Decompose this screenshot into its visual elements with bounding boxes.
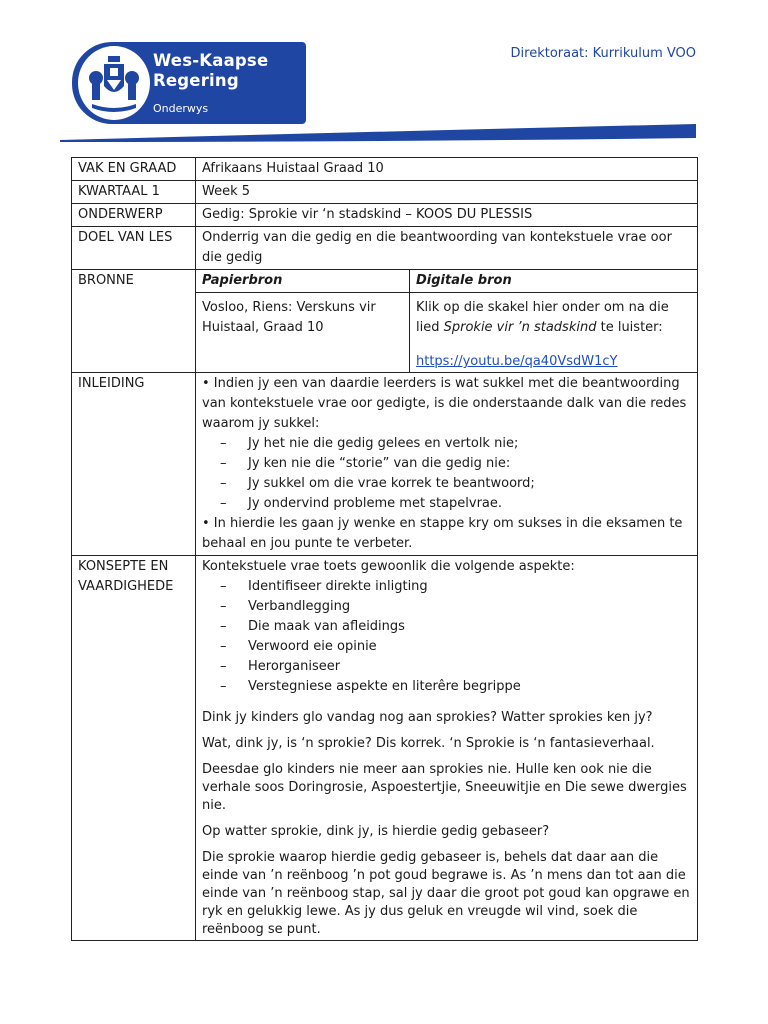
table-row (72, 158, 698, 181)
list-item: – Identifiseer direkte inligting (220, 577, 692, 597)
inleiding-outro: • In hierdie les gaan jy wenke en stappe kry om sukses in die eksamen te behaal en jou punte te verbeter. (202, 516, 683, 551)
row-label-kwartaal: KWARTAAL 1 (72, 181, 196, 204)
paragraph: Die sprokie waarop hierdie gedig gebaseer is, behels dat daar aan die einde van ’n reënboog ’n pot goud begrawe is. As ’n mens dan tot aan die einde van ’n reënboog stap, sal jy daar die groot pot goud kan opgrawe en ryk en gelukkig lewe. As jy dus geluk en vreugde wil vind, soek die reënboog se punt. (202, 850, 690, 937)
inleiding-intro: • Indien jy een van daardie leerders is wat sukkel met die beantwoording van kontekstuele vrae oor gedigte, is die onderstaande dalk van die redes waarom jy sukkel: (202, 376, 687, 431)
row-label-konsepte: KONSEPTE EN VAARDIGHEDE (72, 556, 196, 941)
page-header (0, 0, 768, 150)
row-label-bronne: BRONNE (72, 270, 196, 373)
row-label-vak: VAK EN GRAAD (72, 158, 196, 181)
list-item: – Jy ondervind probleme met stapelvrae. (220, 494, 692, 514)
paragraph: Deesdae glo kinders nie meer aan sprokies nie. Hulle ken ook nie die verhale soos Doringrosie, Aspoestertjie, Sneeuwitjie en Die sewe dwergies nie. (202, 762, 687, 813)
konsepte-list (202, 577, 692, 697)
row-label-inleiding: INLEIDING (72, 373, 196, 556)
inleiding-list (202, 434, 692, 514)
digitale-bron-heading-text: Digitale bron (416, 273, 512, 288)
digitale-bron-cell (410, 293, 698, 373)
list-item: – Jy het nie die gedig gelees en vertolk nie; (220, 434, 692, 454)
row-label-onderwerp: ONDERWERP (72, 204, 196, 227)
list-item: – Die maak van afleidings (220, 617, 692, 637)
list-item: – Herorganiseer (220, 657, 692, 677)
konsepte-intro: Kontekstuele vrae toets gewoonlik die volgende aspekte: (202, 559, 575, 574)
digitale-bron-text-end: te luister: (596, 320, 663, 335)
table-row (72, 270, 698, 293)
table-row (72, 373, 698, 556)
row-value-vak: Afrikaans Huistaal Graad 10 (196, 158, 698, 181)
papierbron-heading-text: Papierbron (202, 273, 283, 288)
list-item: – Verbandlegging (220, 597, 692, 617)
coat-of-arms-icon (78, 46, 150, 120)
digitale-bron-heading (410, 270, 698, 293)
row-value-kwartaal: Week 5 (196, 181, 698, 204)
papierbron-text: Vosloo, Riens: Verskuns vir Huistaal, Graad 10 (196, 293, 410, 373)
paragraph: Dink jy kinders glo vandag nog aan sprokies? Watter sprokies ken jy? (202, 710, 653, 725)
table-row (72, 181, 698, 204)
paragraph: Wat, dink jy, is ‘n sprokie? Dis korrek. ‘n Sprokie is ‘n fantasieverhaal. (202, 736, 655, 751)
table-row (72, 556, 698, 941)
youtube-link[interactable]: https://youtu.be/qa40VsdW1cY (416, 354, 618, 369)
konsepte-content (196, 556, 698, 941)
inleiding-content (196, 373, 698, 556)
row-label-doel: DOEL VAN LES (72, 227, 196, 270)
row-value-onderwerp: Gedig: Sprokie vir ‘n stadskind – KOOS DU PLESSIS (196, 204, 698, 227)
list-item: – Jy ken nie die “storie” van die gedig nie: (220, 454, 692, 474)
list-item: – Jy sukkel om die vrae korrek te beantwoord; (220, 474, 692, 494)
row-value-doel: Onderrig van die gedig en die beantwoording van kontekstuele vrae oor die gedig (196, 227, 698, 270)
paragraph: Op watter sprokie, dink jy, is hierdie gedig gebaseer? (202, 824, 550, 839)
list-item: – Verwoord eie opinie (220, 637, 692, 657)
lesson-table (71, 157, 698, 941)
digitale-bron-text: Klik op die skakel hier onder om na die lied (416, 300, 669, 335)
logo-subtitle: Onderwys (153, 102, 209, 115)
directorate-label: Direktoraat: Kurrikulum VOO (510, 46, 696, 61)
logo-title-line2: Regering (153, 71, 239, 90)
header-swoosh (0, 118, 768, 148)
logo-title-line1: Wes-Kaapse (153, 51, 269, 70)
papierbron-heading (196, 270, 410, 293)
table-row (72, 227, 698, 270)
song-title: Sprokie vir ’n stadskind (443, 320, 597, 335)
list-item: – Verstegniese aspekte en literêre begrippe (220, 677, 692, 697)
table-row (72, 204, 698, 227)
